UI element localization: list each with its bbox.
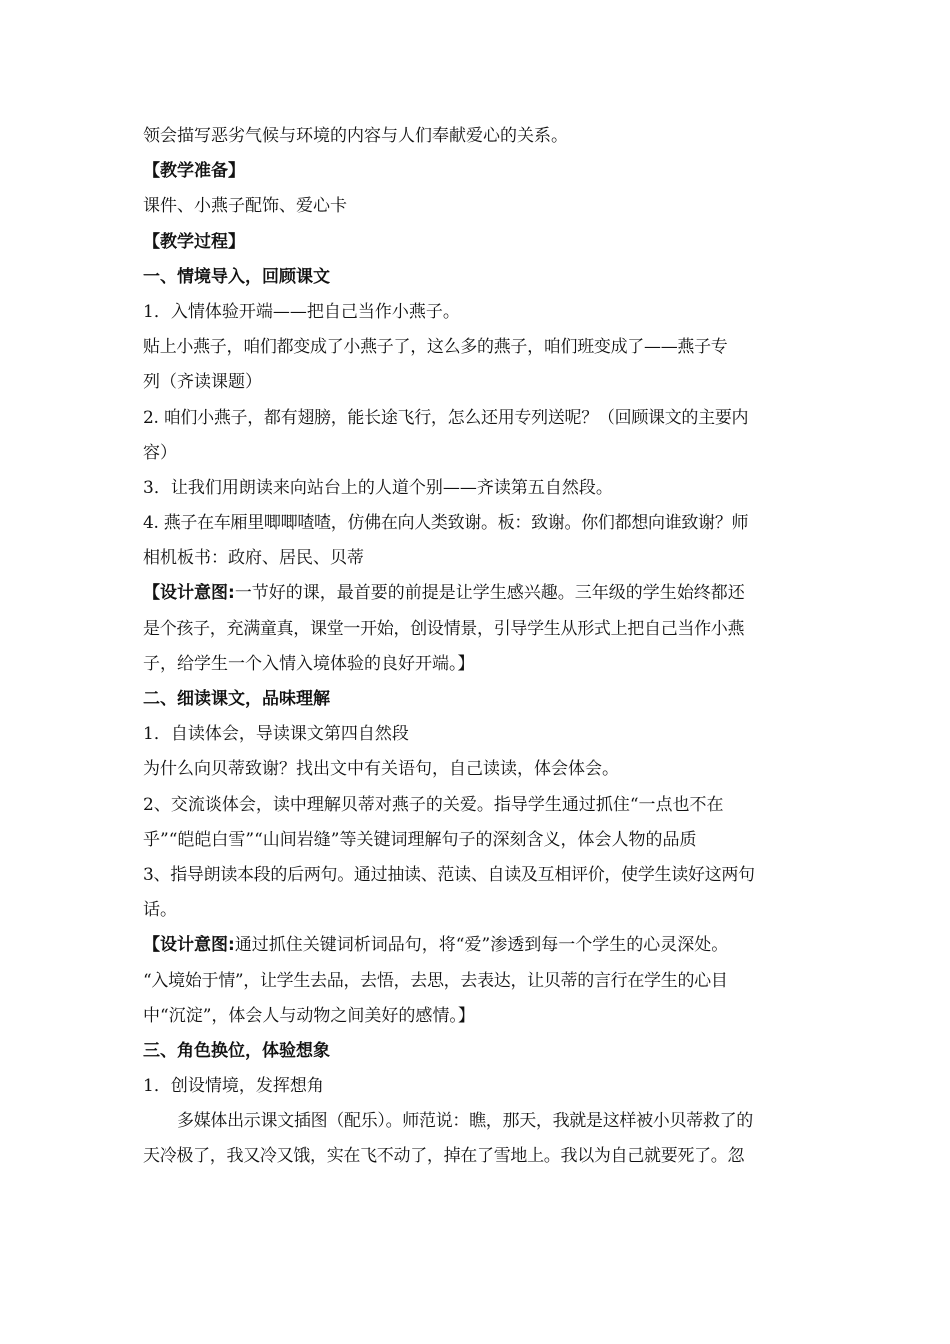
- design-intent-text: 一节好的课，最首要的前提是让学生感兴趣。三年级的学生始终都还: [234, 583, 745, 604]
- design-intent-label: 【设计意图:: [143, 583, 235, 604]
- text-line: 3、指导朗读本段的后两句。通过抽读、范读、自读及互相评价，使学生读好这两句: [143, 864, 755, 885]
- design-intent-text: 通过抓住关键词析词品句，将“爱”渗透到每一个学生的心灵深处。: [234, 935, 729, 956]
- text-line: 2、交流谈体会，读中理解贝蒂对燕子的关爱。指导学生通过抓住“一点也不在: [143, 794, 724, 815]
- text-line: 贴上小燕子，咱们都变成了小燕子了，这么多的燕子，咱们班变成了——燕子专: [143, 337, 728, 358]
- text-line: 子，给学生一个入情入境体验的良好开端。】: [143, 653, 475, 674]
- text-line: 天冷极了，我又冷又饿，实在飞不动了，掉在了雪地上。我以为自己就要死了。忽: [143, 1146, 745, 1167]
- text-line: 3．让我们用朗读来向站台上的人道个别——齐读第五自然段。: [143, 477, 613, 498]
- text-line: 领会描写恶劣气候与环境的内容与人们奉献爱心的关系。: [143, 126, 568, 146]
- text-line: “入境始于情”，让学生去品，去悟，去思，去表达，让贝蒂的言行在学生的心目: [143, 970, 728, 991]
- text-line: 容）: [143, 442, 177, 463]
- text-line: 为什么向贝蒂致谢？找出文中有关语句，自己读读，体会体会。: [143, 759, 619, 780]
- text-line: 1．入情体验开端——把自己当作小燕子。: [143, 301, 460, 322]
- text-line: 2. 咱们小燕子，都有翅膀，能长途飞行，怎么还用专列送呢？（回顾课文的主要内: [143, 407, 749, 428]
- text-line: 4. 燕子在车厢里唧唧喳喳，仿佛在向人类致谢。板：致谢。你们都想向谁致谢？师: [143, 513, 749, 534]
- section-heading-2: 二、细读课文，品味理解: [143, 689, 330, 709]
- text-line: 多媒体出示课文插图（配乐）。师范说：瞧，那天，我就是这样被小贝蒂救了的: [177, 1111, 753, 1132]
- text-line: 是个孩子，充满童真，课堂一开始，创设情景，引导学生从形式上把自己当作小燕: [143, 618, 745, 639]
- text-line: 中“沉淀”，体会人与动物之间美好的感情。】: [143, 1005, 475, 1026]
- section-heading-preparation: 【教学准备】: [143, 161, 245, 182]
- text-line: 1．创设情境，发挥想角: [143, 1076, 324, 1097]
- document-page: [143, 119, 809, 1175]
- design-intent-label: 【设计意图:: [143, 935, 235, 956]
- section-heading-1: 一、情境导入，回顾课文: [143, 266, 330, 287]
- design-intent-1: [143, 576, 809, 611]
- section-heading-process: 【教学过程】: [143, 231, 245, 252]
- text-line: 1．自读体会，导读课文第四自然段: [143, 724, 409, 745]
- text-line: 相机板书：政府、居民、贝蒂: [143, 548, 364, 569]
- text-line: 话。: [143, 900, 177, 921]
- text-line: 课件、小燕子配饰、爱心卡: [143, 196, 347, 217]
- text-line: 乎”“皑皑白雪”“山间岩缝”等关键词理解句子的深刻含义，体会人物的品质: [143, 829, 697, 850]
- text-line: 列（齐读课题）: [143, 372, 262, 393]
- design-intent-2: [143, 928, 809, 963]
- section-heading-3: 三、角色换位，体验想象: [143, 1040, 330, 1061]
